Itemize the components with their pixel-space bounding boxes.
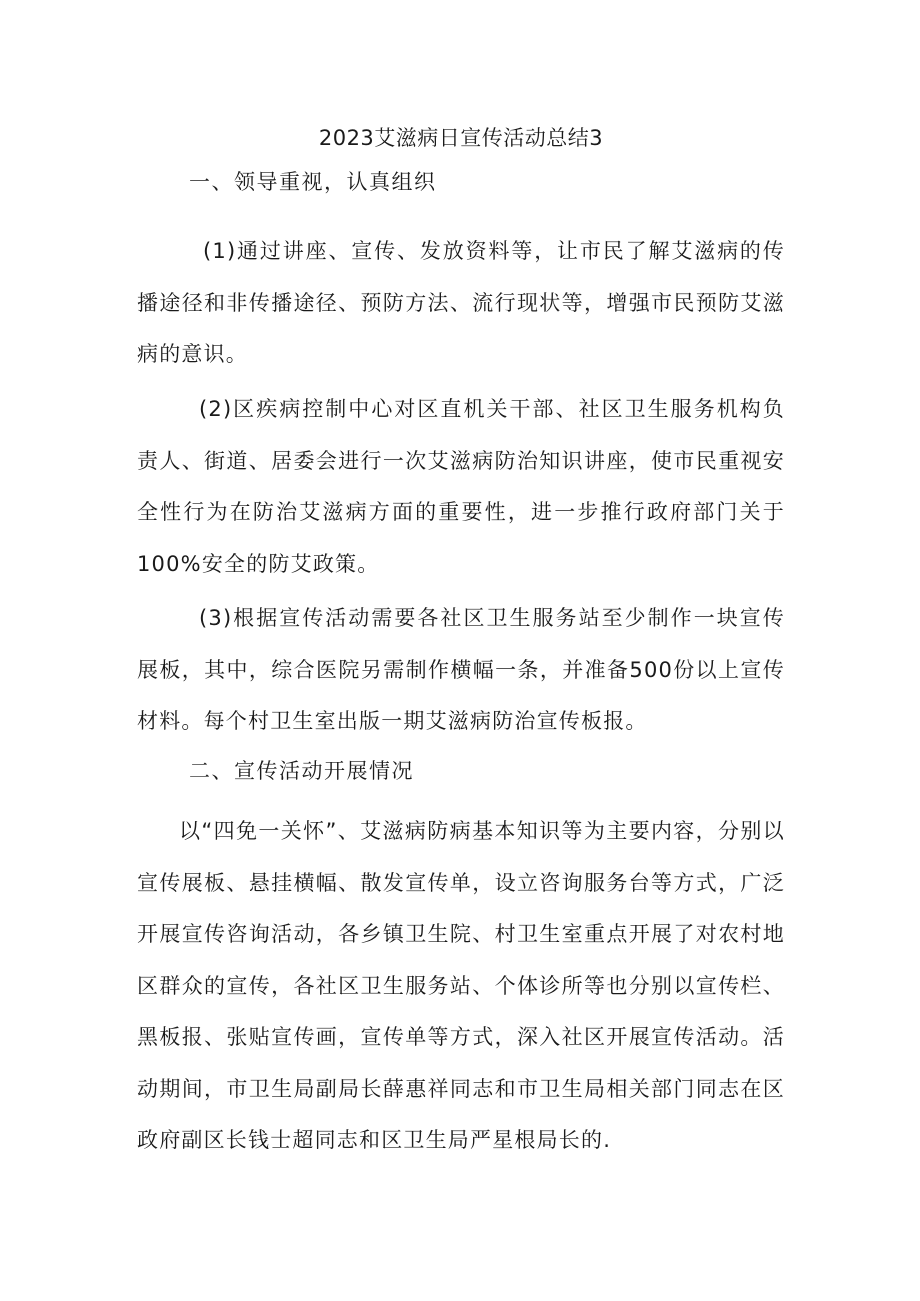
document-title: 2023艾滋病日宣传活动总结3	[318, 126, 604, 150]
paragraph-item-1: (1)通过讲座、宣传、发放资料等，让市民了解艾滋病的传播途径和非传播途径、预防方法、流行现状等，增强市民预防艾滋病的意识。	[137, 239, 785, 366]
paragraph-item-2: (2)区疾病控制中心对区直机关干部、社区卫生服务机构负责人、街道、居委会进行一次艾滋病防治知识讲座，使市民重视安全性行为在防治艾滋病方面的重要性，进一步推行政府部门关于100%安全的防艾政策。	[137, 397, 785, 576]
section-heading-2: 二、宣传活动开展情况	[189, 759, 414, 783]
paragraph-section-2: 以“四免一关怀”、艾滋病防病基本知识等为主要内容，分别以宣传展板、悬挂横幅、散发宣传单，设立咨询服务台等方式，广泛开展宣传咨询活动，各乡镇卫生院、村卫生室重点开展了对农村地区群众的宣传，各社区卫生服务站、个体诊所等也分别以宣传栏、黑板报、张贴宣传画，宣传单等方式，深入社区开展宣传活动。活动期间，市卫生局副局长薛惠祥同志和市卫生局相关部门同志在区政府副区长钱士超同志和区卫生局严星根局长的.	[137, 819, 785, 1152]
paragraph-item-3: (3)根据宣传活动需要各社区卫生服务站至少制作一块宣传展板，其中，综合医院另需制作横幅一条，并准备500份以上宣传材料。每个村卫生室出版一期艾滋病防治宣传板报。	[137, 606, 785, 733]
section-heading-1: 一、领导重视，认真组织	[189, 170, 437, 194]
